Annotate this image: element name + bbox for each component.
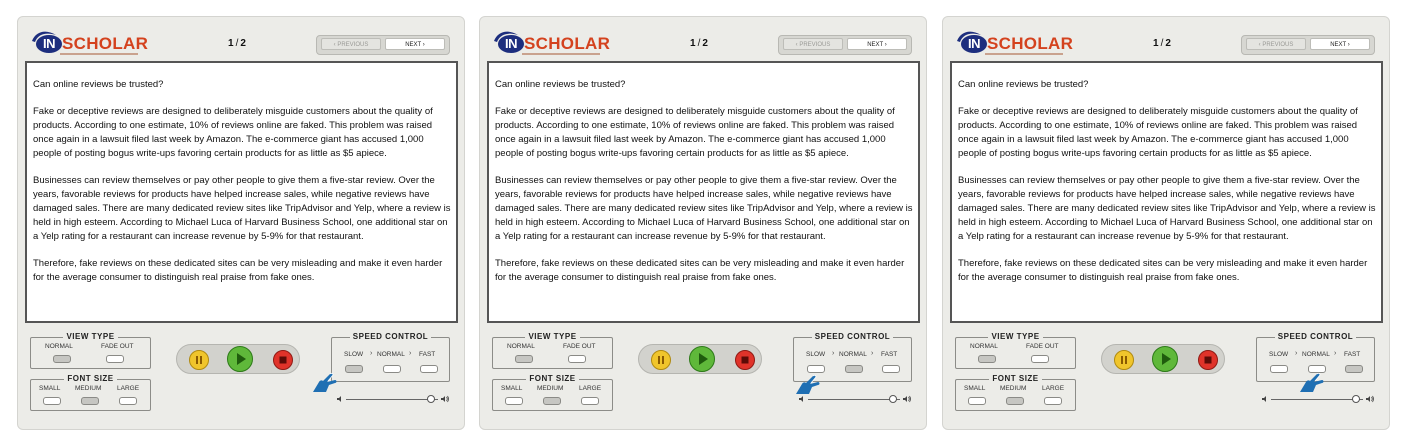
article-paragraph: Fake or deceptive reviews are designed to deliberately misguide customers about the quality of products. According to one estimate, 10% of reviews online are faked. This problem was raised once again in a lawsuit filed last week by Amazon. The e-commerce giant has accused 1,000 people of posting bogus write-ups favoring certain products for as little as $5 apiece. [495, 106, 895, 159]
reader-panel [479, 16, 927, 430]
next-button[interactable]: NEXT › [847, 38, 907, 50]
font-size-title: FONT SIZE [526, 374, 578, 383]
font-size-small-toggle[interactable] [968, 397, 986, 405]
view-type-option-label: NORMAL [507, 343, 535, 350]
font-size-medium-toggle[interactable] [81, 397, 99, 405]
pause-button[interactable] [651, 350, 671, 370]
speaker-low-icon [1261, 395, 1269, 403]
article-paragraph: Therefore, fake reviews on these dedicated sites can be very misleading and make it even harder for the average consumer to distinguish real praise from fake ones. [495, 258, 905, 283]
page-total: 2 [240, 38, 246, 49]
page-current: 1 [1153, 38, 1159, 49]
pause-button[interactable] [189, 350, 209, 370]
volume-handle[interactable] [1352, 395, 1360, 403]
logo-wordmark: SCHOLAR [524, 34, 611, 53]
font-size-small-toggle[interactable] [43, 397, 61, 405]
font-size-option-label: LARGE [1042, 385, 1065, 392]
view-type-fade-out-toggle[interactable] [106, 355, 124, 363]
font-size-option-label: SMALL [501, 385, 523, 392]
stop-icon [274, 351, 292, 369]
article-paragraph: Fake or deceptive reviews are designed to deliberately misguide customers about the quality of products. According to one estimate, 10% of reviews online are faked. This problem was raised once again in a lawsuit filed last week by Amazon. The e-commerce giant has accused 1,000 people of posting bogus write-ups favoring certain products for as little as $5 apiece. [33, 106, 433, 159]
volume-slider[interactable] [336, 394, 450, 404]
view-type-group [955, 332, 1076, 369]
play-icon [690, 347, 714, 371]
logo-mark: IN [498, 35, 524, 53]
view-type-normal-toggle[interactable] [978, 355, 996, 363]
article-title: Can online reviews be trusted? [958, 79, 1089, 90]
article-paragraph: Therefore, fake reviews on these dedicated sites can be very misleading and make it even harder for the average consumer to distinguish real praise from fake ones. [33, 258, 443, 283]
stop-icon [1199, 351, 1217, 369]
stop-button[interactable] [735, 350, 755, 370]
speed-option-label: SLOW [344, 351, 364, 358]
inscholar-logo [955, 29, 1074, 55]
previous-button[interactable]: ‹ PREVIOUS [1246, 38, 1306, 50]
article-paragraph: Businesses can review themselves or pay other people to give them a five-star review. Over the years, favorable reviews for products have helped increase sales, while negative reviews have damaged sales. There are many dedicated review sites like TripAdvisor and Yelp, where a review is held in high esteem. According to Michael Luca of Harvard Business School, one additional star on a Yelp rating for a restaurant can increase revenue by 5-9% for that restaurant. [33, 175, 451, 242]
logo-wordmark: SCHOLAR [62, 34, 149, 53]
pause-button[interactable] [1114, 350, 1134, 370]
inscholar-logo [492, 29, 611, 55]
page-indicator: 1 / 2 [1153, 38, 1171, 49]
speed-slow-toggle[interactable] [345, 365, 363, 373]
article-title: Can online reviews be trusted? [495, 79, 626, 90]
article-paragraph: Businesses can review themselves or pay other people to give them a five-star review. Over the years, favorable reviews for products have helped increase sales, while negative reviews have damaged sales. There are many dedicated review sites like TripAdvisor and Yelp, where a review is held in high esteem. According to Michael Luca of Harvard Business School, one additional star on a Yelp rating for a restaurant can increase revenue by 5-9% for that restaurant. [958, 175, 1376, 242]
logo-mark: IN [961, 35, 987, 53]
font-size-option-label: MEDIUM [75, 385, 102, 392]
stop-button[interactable] [1198, 350, 1218, 370]
logo-underline [60, 53, 138, 55]
article-paragraph: Businesses can review themselves or pay other people to give them a five-star review. Over the years, favorable reviews for products have helped increase sales, while negative reviews have damaged sales. There are many dedicated review sites like TripAdvisor and Yelp, where a review is held in high esteem. According to Michael Luca of Harvard Business School, one additional star on a Yelp rating for a restaurant can increase revenue by 5-9% for that restaurant. [495, 175, 913, 242]
font-size-option-label: MEDIUM [537, 385, 564, 392]
logo-mark: IN [36, 35, 62, 53]
speed-option-label: FAST [419, 351, 436, 358]
speed-slow-toggle[interactable] [1270, 365, 1288, 373]
page-navigation [1241, 35, 1375, 55]
speaker-high-icon [440, 394, 450, 404]
page-indicator: 1 / 2 [228, 38, 246, 49]
play-button[interactable] [227, 346, 253, 372]
view-type-option-label: FADE OUT [101, 343, 134, 350]
view-type-option-label: FADE OUT [1026, 343, 1059, 350]
page-total: 2 [702, 38, 708, 49]
pause-icon [1115, 351, 1133, 369]
speed-option-label: FAST [1344, 351, 1361, 358]
speaker-high-icon [902, 394, 912, 404]
hand-pointer-icon [794, 372, 824, 396]
font-size-large-toggle[interactable] [581, 397, 599, 405]
speed-normal-toggle[interactable] [383, 365, 401, 373]
font-size-option-label: LARGE [117, 385, 140, 392]
play-icon [1153, 347, 1177, 371]
font-size-option-label: LARGE [579, 385, 602, 392]
previous-button[interactable]: ‹ PREVIOUS [783, 38, 843, 50]
view-type-group [492, 332, 613, 369]
font-size-medium-toggle[interactable] [543, 397, 561, 405]
pause-icon [652, 351, 670, 369]
view-type-normal-toggle[interactable] [53, 355, 71, 363]
chevron-right-icon: › [1334, 350, 1337, 357]
font-size-title: FONT SIZE [989, 374, 1041, 383]
chevron-right-icon: › [409, 350, 412, 357]
font-size-group [492, 374, 613, 411]
stop-button[interactable] [273, 350, 293, 370]
volume-handle[interactable] [427, 395, 435, 403]
speed-option-label: FAST [881, 351, 898, 358]
speed-control-group [331, 332, 450, 382]
font-size-option-label: SMALL [964, 385, 986, 392]
volume-track [808, 399, 900, 400]
hand-pointer-icon [1298, 370, 1328, 394]
speaker-low-icon [798, 395, 806, 403]
next-button[interactable]: NEXT › [1310, 38, 1370, 50]
next-button[interactable]: NEXT › [385, 38, 445, 50]
view-type-fade-out-toggle[interactable] [568, 355, 586, 363]
article-title: Can online reviews be trusted? [33, 79, 164, 90]
font-size-large-toggle[interactable] [119, 397, 137, 405]
reading-text-area[interactable] [25, 61, 458, 323]
font-size-option-label: SMALL [39, 385, 61, 392]
view-type-normal-toggle[interactable] [515, 355, 533, 363]
speaker-low-icon [336, 395, 344, 403]
reader-panel [942, 16, 1390, 430]
page-indicator: 1 / 2 [690, 38, 708, 49]
speed-option-label: NORMAL [839, 351, 867, 358]
logo-wordmark: SCHOLAR [987, 34, 1074, 53]
previous-button[interactable]: ‹ PREVIOUS [321, 38, 381, 50]
reader-panel [17, 16, 465, 430]
chevron-right-icon: › [832, 350, 835, 357]
font-size-title: FONT SIZE [64, 374, 116, 383]
playback-controls [176, 344, 300, 374]
font-size-medium-toggle[interactable] [1006, 397, 1024, 405]
speed-option-label: SLOW [1269, 351, 1289, 358]
view-type-title: VIEW TYPE [988, 332, 1042, 341]
font-size-large-toggle[interactable] [1044, 397, 1062, 405]
view-type-title: VIEW TYPE [63, 332, 117, 341]
view-type-fade-out-toggle[interactable] [1031, 355, 1049, 363]
page-current: 1 [690, 38, 696, 49]
speed-option-label: NORMAL [1302, 351, 1330, 358]
play-button[interactable] [689, 346, 715, 372]
speaker-high-icon [1365, 394, 1375, 404]
speed-option-label: NORMAL [377, 351, 405, 358]
logo-underline [522, 53, 600, 55]
volume-handle[interactable] [889, 395, 897, 403]
view-type-option-label: NORMAL [45, 343, 73, 350]
page-total: 2 [1165, 38, 1171, 49]
volume-slider[interactable] [1261, 394, 1375, 404]
speed-control-title: SPEED CONTROL [1275, 332, 1356, 341]
logo-underline [985, 53, 1063, 55]
volume-track [1271, 399, 1363, 400]
reading-text-area[interactable] [487, 61, 920, 323]
view-type-option-label: FADE OUT [563, 343, 596, 350]
view-type-title: VIEW TYPE [525, 332, 579, 341]
page-navigation [316, 35, 450, 55]
article-paragraph: Fake or deceptive reviews are designed to deliberately misguide customers about the quality of products. According to one estimate, 10% of reviews online are faked. This problem was raised once again in a lawsuit filed last week by Amazon. The e-commerce giant has accused 1,000 people of posting bogus write-ups favoring certain products for as little as $5 apiece. [958, 106, 1358, 159]
speed-fast-toggle[interactable] [882, 365, 900, 373]
font-size-group [30, 374, 151, 411]
speed-fast-toggle[interactable] [420, 365, 438, 373]
speed-fast-toggle[interactable] [1345, 365, 1363, 373]
speed-option-label: SLOW [806, 351, 826, 358]
font-size-group [955, 374, 1076, 411]
speed-control-title: SPEED CONTROL [812, 332, 893, 341]
volume-track [346, 399, 438, 400]
inscholar-logo [30, 29, 149, 55]
play-button[interactable] [1152, 346, 1178, 372]
playback-controls [638, 344, 762, 374]
font-size-option-label: MEDIUM [1000, 385, 1027, 392]
speed-control-title: SPEED CONTROL [350, 332, 431, 341]
playback-controls [1101, 344, 1225, 374]
speed-normal-toggle[interactable] [845, 365, 863, 373]
view-type-group [30, 332, 151, 369]
page-navigation [778, 35, 912, 55]
reading-text-area[interactable] [950, 61, 1383, 323]
hand-pointer-icon [311, 370, 341, 394]
chevron-right-icon: › [871, 350, 874, 357]
chevron-right-icon: › [1295, 350, 1298, 357]
stop-icon [736, 351, 754, 369]
chevron-right-icon: › [370, 350, 373, 357]
view-type-option-label: NORMAL [970, 343, 998, 350]
play-icon [228, 347, 252, 371]
article-paragraph: Therefore, fake reviews on these dedicated sites can be very misleading and make it even harder for the average consumer to distinguish real praise from fake ones. [958, 258, 1368, 283]
font-size-small-toggle[interactable] [505, 397, 523, 405]
page-current: 1 [228, 38, 234, 49]
pause-icon [190, 351, 208, 369]
